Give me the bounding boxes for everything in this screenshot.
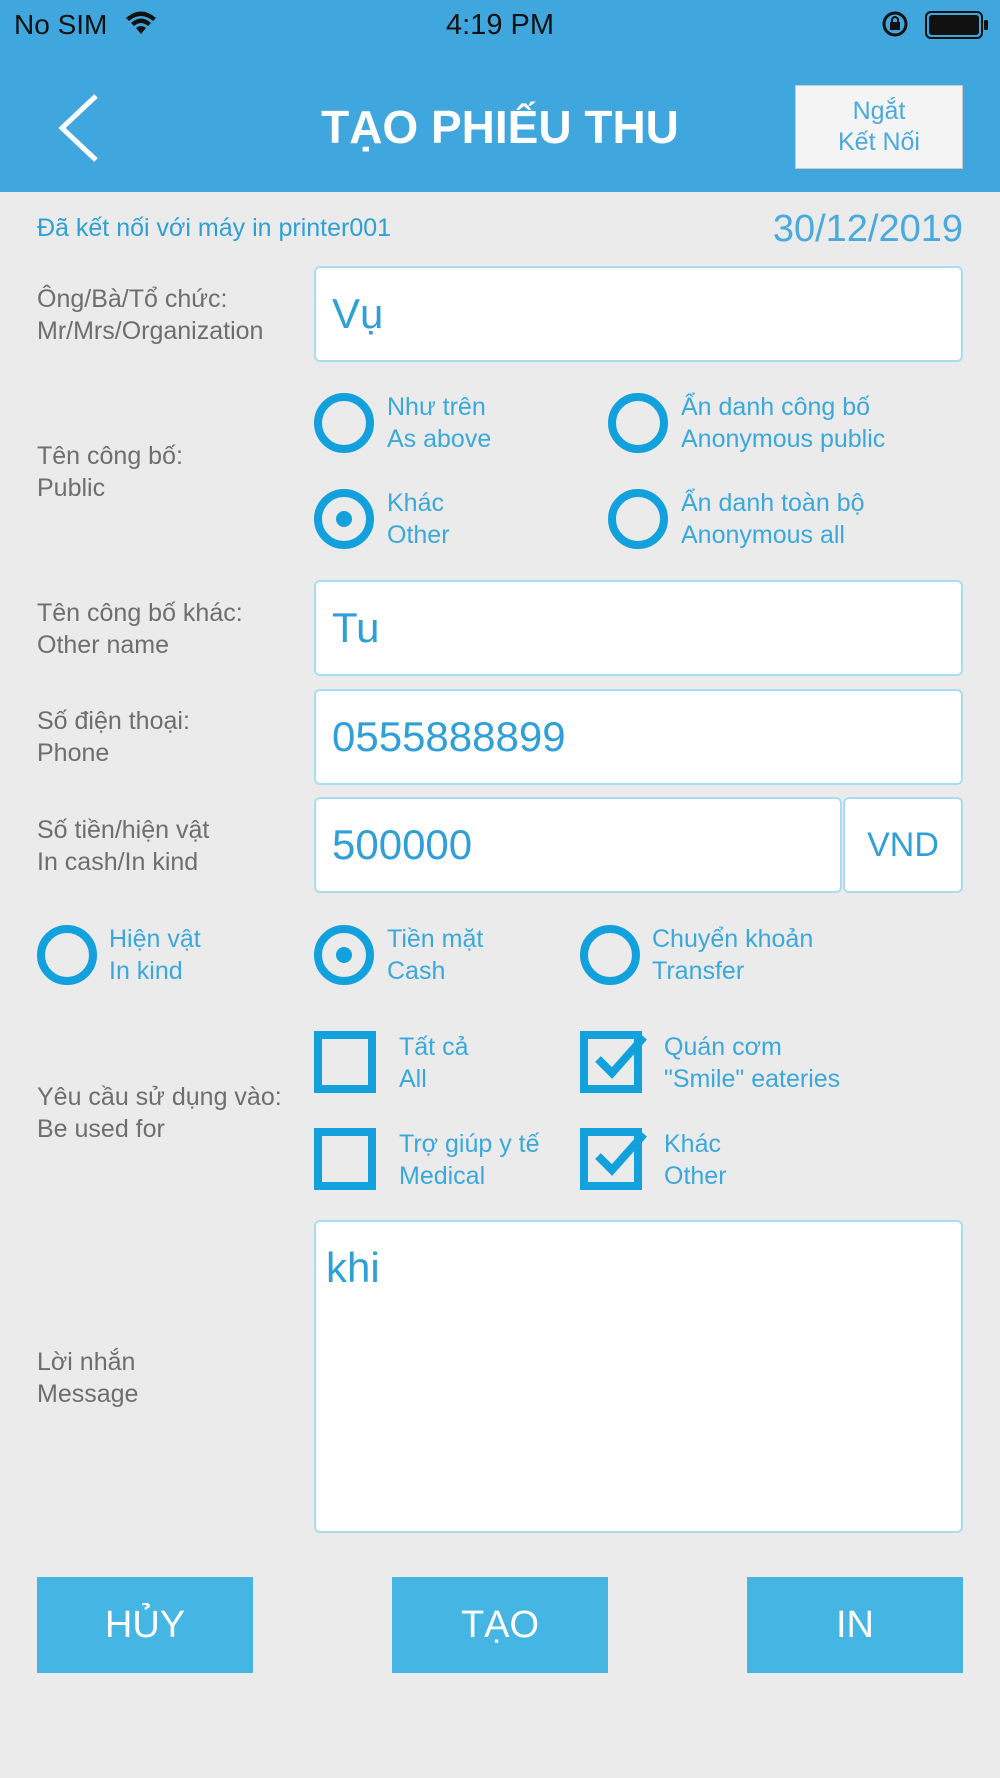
organization-input[interactable]: Vụ <box>314 266 963 362</box>
message-textarea[interactable]: khi <box>314 1220 963 1533</box>
radio-cash[interactable] <box>314 925 374 985</box>
organization-label: Ông/Bà/Tổ chức: Mr/Mrs/Organization <box>37 285 264 345</box>
phone-label: Số điện thoại: Phone <box>37 707 190 767</box>
option-as-above-label: Như trên As above <box>387 393 492 453</box>
create-button[interactable]: TẠO <box>392 1577 608 1673</box>
other-name-input[interactable]: Tu <box>314 580 963 676</box>
other-name-label: Tên công bố khác: Other name <box>37 599 243 659</box>
radio-as-above[interactable] <box>314 393 374 453</box>
currency-label: VND <box>843 797 963 893</box>
public-name-label: Tên công bố: Public <box>37 442 183 502</box>
option-all-label: Tất cả All <box>399 1033 469 1093</box>
usage-label: Yêu cầu sử dụng vào: Be used for <box>37 1083 282 1143</box>
option-smile-eateries-label: Quán cơm "Smile" eateries <box>664 1033 841 1093</box>
status-bar <box>0 0 1000 50</box>
checkbox-smile-eateries[interactable] <box>580 1031 642 1093</box>
radio-anonymous-public[interactable] <box>608 393 668 453</box>
option-other-usage-label: Khác Other <box>664 1130 727 1190</box>
print-button[interactable]: IN <box>747 1577 963 1673</box>
disconnect-label-line2: Kết Nối <box>838 128 920 156</box>
receipt-date: 30/12/2019 <box>772 208 963 250</box>
radio-anonymous-all[interactable] <box>608 489 668 549</box>
checkmark-icon <box>592 1126 648 1182</box>
phone-input[interactable]: 0555888899 <box>314 689 963 785</box>
checkbox-medical[interactable] <box>314 1128 376 1190</box>
option-cash-label: Tiền mặt Cash <box>387 925 484 985</box>
battery-icon <box>925 11 989 46</box>
checkbox-other-usage[interactable] <box>580 1128 642 1190</box>
disconnect-label-line1: Ngắt <box>852 97 906 125</box>
rotation-lock-icon <box>880 9 910 46</box>
amount-label: Số tiền/hiện vật In cash/In kind <box>37 816 210 876</box>
disconnect-button[interactable] <box>795 85 963 169</box>
amount-input[interactable]: 500000 <box>314 797 842 893</box>
radio-in-kind[interactable] <box>37 925 97 985</box>
cancel-button[interactable]: HỦY <box>37 1577 253 1673</box>
printer-connection-status: Đã kết nối với máy in printer001 <box>37 214 392 242</box>
radio-transfer[interactable] <box>580 925 640 985</box>
option-anonymous-public-label: Ẩn danh công bố Anonymous public <box>681 393 886 453</box>
option-in-kind-label: Hiện vật In kind <box>109 925 201 985</box>
option-other-label: Khác Other <box>387 489 450 549</box>
option-anonymous-all-label: Ẩn danh toàn bộ Anonymous all <box>681 489 865 549</box>
page-title: TẠO PHIẾU THU <box>321 101 679 153</box>
message-label: Lời nhắn Message <box>37 1348 139 1408</box>
app-header <box>0 0 1000 192</box>
carrier-label: No SIM <box>14 9 108 40</box>
option-transfer-label: Chuyển khoản Transfer <box>652 925 814 985</box>
checkbox-all[interactable] <box>314 1031 376 1093</box>
option-medical-label: Trợ giúp y tế Medical <box>399 1130 540 1190</box>
status-time: 4:19 PM <box>446 9 554 41</box>
radio-other-public[interactable] <box>314 489 374 549</box>
checkmark-icon <box>592 1029 648 1085</box>
